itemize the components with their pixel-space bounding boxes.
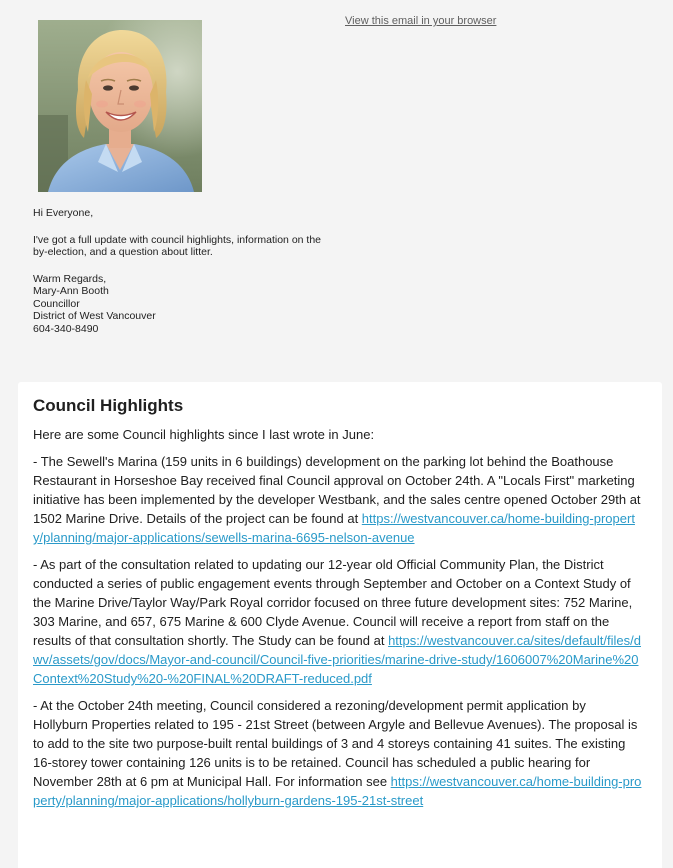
section-title: Council Highlights (33, 396, 184, 415)
signature-organization: District of West Vancouver (33, 310, 156, 322)
highlight-text: - The Sewell's Marina (159 units in 6 buildings) development on the parking lot behind the Boathouse Restaurant in Horseshoe Bay received final Council approval on October 24th. A "Locals First" marketing initiative has been implemented by the developer Westbank, and the sales centre opened October 29th at 1502 Marine Drive. Details of the project can be found at (33, 454, 641, 526)
intro-text: I've got a full update with council highlights, information on the by-election, and a question about litter. (33, 233, 322, 258)
context-study-link[interactable]: https://westvancouver.ca/sites/default/files/dwv/assets/gov/docs/Mayor-and-council/Council-five-priorities/marine-drive-study/1606007%20Marine%20Context%20Study%20-%20FINAL%20DRAFT-reduced.pdf (33, 633, 641, 686)
signature-closing: Warm Regards, (33, 272, 107, 285)
section-lead: Here are some Council highlights since I last wrote in June: (33, 427, 375, 442)
highlight-item-sewells-marina (33, 452, 643, 547)
highlight-text: - At the October 24th meeting, Council considered a rezoning/development permit application by Hollyburn Properties related to 195 - 21st Street (between Argyle and Bellevue Avenues). The proposal is to add to the site two purpose-built rental buildings of 3 and 4 storeys containing 41 suites. The existing 16-storey tower containing 126 units is to be retained. Council has scheduled a public hearing for November 28th at 6 pm at Municipal Hall. For information see (33, 698, 638, 789)
signature-phone: 604-340-8490 (33, 322, 99, 335)
intro-message (33, 207, 328, 335)
email-header-section (0, 0, 673, 370)
highlight-item-hollyburn (33, 696, 643, 810)
highlight-item-context-study (33, 555, 643, 688)
highlight-text: - As part of the consultation related to updating our 12-year old Official Community Plan, the District conducted a series of public engagement events through September and October on a Context Study of the Marine Drive/Taylor Way/Park Royal corridor focused on three future development sites: 752 Marine, 303 Marine, and 657, 675 Marine & 600 Clyde Avenue. Council will receive a report from staff on the results of that consultation shortly. The Study can be found at (33, 557, 633, 648)
signature-name: Mary-Ann Booth (33, 285, 109, 297)
greeting-text: Hi Everyone, (33, 207, 94, 219)
signature-block (33, 273, 328, 336)
sewells-marina-link[interactable]: https://westvancouver.ca/home-building-property/planning/major-applications/sewells-marina-6695-nelson-avenue (33, 511, 635, 545)
view-in-browser-link[interactable]: View this email in your browser (345, 15, 497, 27)
council-highlights-card (18, 382, 662, 868)
signature-title: Councillor (33, 297, 80, 310)
hollyburn-gardens-link[interactable]: https://westvancouver.ca/home-building-property/planning/major-applications/hollyburn-gardens-195-21st-street (33, 774, 642, 808)
councillor-portrait (38, 20, 202, 192)
